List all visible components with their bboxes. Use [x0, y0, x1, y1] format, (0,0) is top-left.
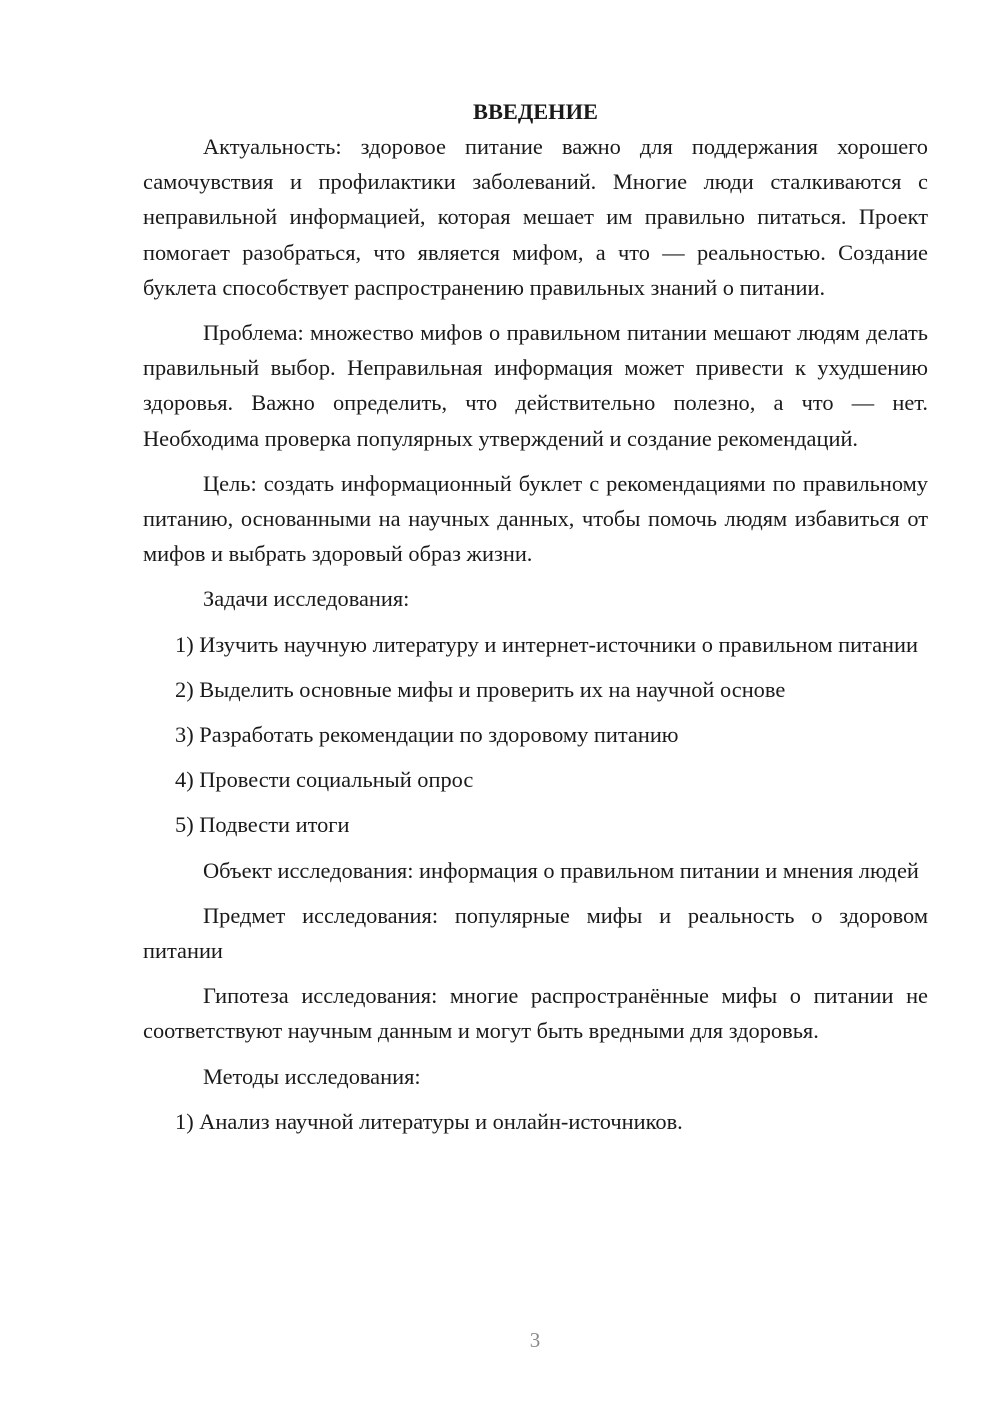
tasks-heading: Задачи исследования:	[203, 586, 410, 612]
task-item-3: 3) Разработать рекомендации по здоровому питанию	[175, 722, 679, 748]
page-content	[143, 94, 928, 1149]
paragraph-subject: Предмет исследования: популярные мифы и реальность о здоровом питании	[143, 902, 928, 964]
task-item-2: 2) Выделить основные мифы и проверить их на научной основе	[175, 676, 786, 702]
section-title: ВВЕДЕНИЕ	[473, 99, 598, 124]
methods-heading: Методы исследования:	[203, 1063, 421, 1089]
paragraph-relevance: Актуальность: здоровое питание важно для поддержания хорошего самочувствия и профилактики заболеваний. Многие люди сталкиваются с неправильной информацией, которая мешает им правильно питаться. Проект помогает разобраться, что является мифом, а что — реальностью. Создание буклета способствует распространению правильных знаний о питании.	[143, 134, 928, 300]
task-item-1: 1) Изучить научную литературу и интернет-источники о правильном питании	[175, 631, 918, 657]
paragraph-problem: Проблема: множество мифов о правильном питании мешают людям делать правильный выбор. Неправильная информация может привести к ухудшению здоровья. Важно определить, что действительно полезно, а что — нет. Необходима проверка популярных утверждений и создание рекомендаций.	[143, 320, 928, 451]
page-number: 3	[529, 1328, 541, 1352]
paragraph-hypothesis: Гипотеза исследования: многие распространённые мифы о питании не соответствуют научным данным и могут быть вредными для здоровья.	[143, 983, 928, 1044]
task-item-4: 4) Провести социальный опрос	[175, 767, 474, 793]
task-item-5: 5) Подвести итоги	[175, 812, 350, 838]
method-item-1: 1) Анализ научной литературы и онлайн-источников.	[175, 1108, 683, 1134]
paragraph-goal: Цель: создать информационный буклет с рекомендациями по правильному питанию, основанными на научных данных, чтобы помочь людям избавиться от мифов и выбрать здоровый образ жизни.	[143, 470, 928, 567]
paragraph-object: Объект исследования: информация о правильном питании и мнения людей	[203, 857, 919, 883]
